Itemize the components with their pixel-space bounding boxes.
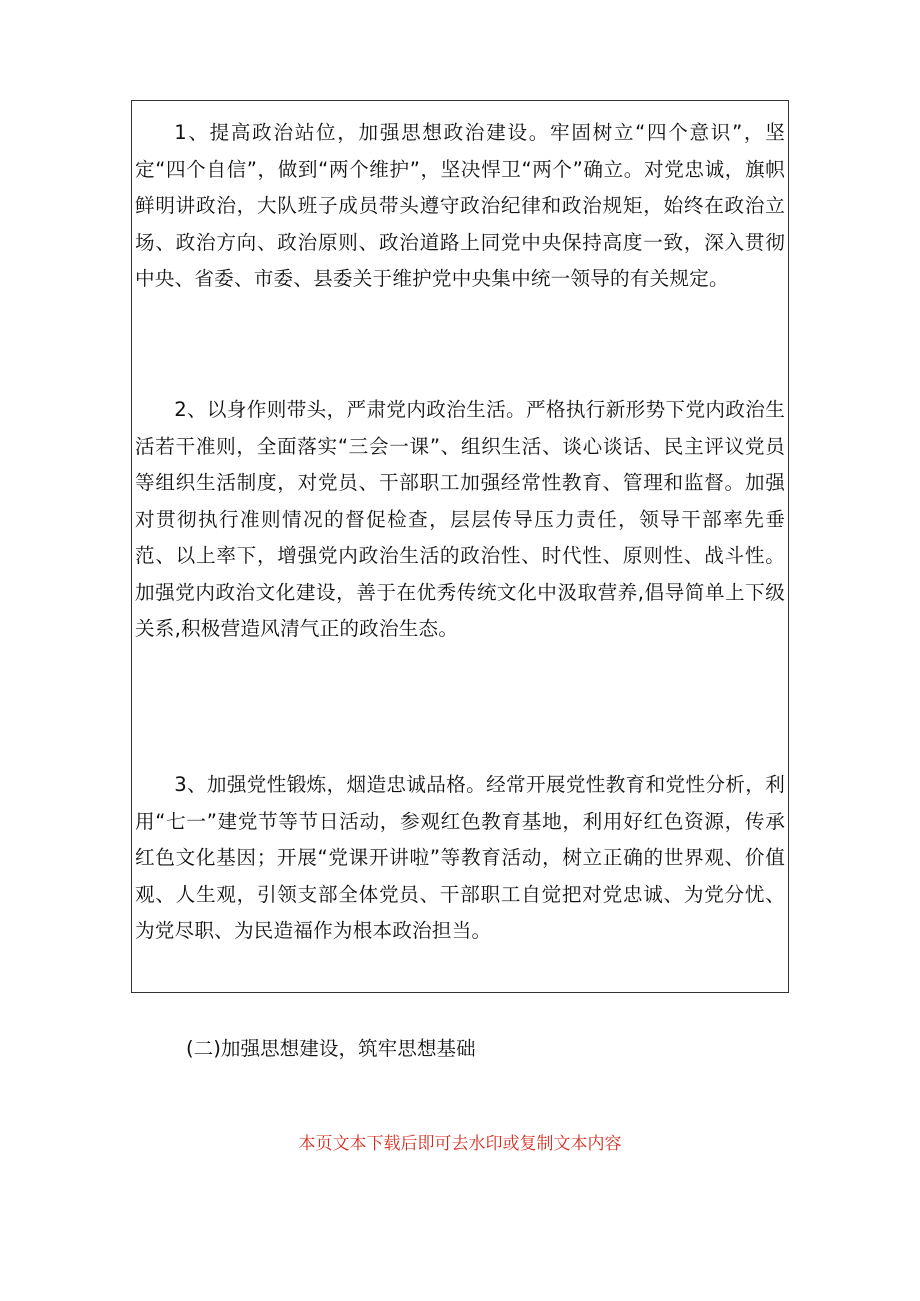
content-table-cell [131,100,789,993]
paragraph-3: 3、加强党性锻炼，烟造忠诚品格。经常开展党性教育和党性分析，利用“七一”建党节等节日活动，参观红色教育基地，利用好红色资源，传承红色文化基因；开展“党课开讲啦”等教育活动，树立正确的世界观、价值观、人生观，引领支部全体党员、干部职工自觉把对党忠诚、为党分忧、为党尽职、为民造福作为根本政治担当。 [135,773,785,942]
section-heading: (二)加强思想建设，筑牢思想基础 [186,1037,476,1060]
paragraph-2: 2、以身作则带头，严肃党内政治生活。严格执行新形势下党内政治生活若干准则，全面落实“三会一课”、组织生活、谈心谈话、民主评议党员等组织生活制度，对党员、干部职工加强经常性教育、管理和监督。加强对贯彻执行准则情况的督促检查，层层传导压力责任，领导干部率先垂范、以上率下，增强党内政治生活的政治性、时代性、原则性、战斗性。加强党内政治文化建设，善于在优秀传统文化中汲取营养,倡导简单上下级关系,积极营造风清气正的政治生态。 [135,398,785,640]
paragraph-1: 1、提高政治站位，加强思想政治建设。牢固树立“四个意识”，坚定“四个自信”，做到“两个维护”，坚决悍卫“两个”确立。对党忠诚，旗帜鲜明讲政治，大队班子成员带头遵守政治纪律和政治规矩，始终在政治立场、政治方向、政治原则、政治道路上同党中央保持高度一致，深入贯彻中央、省委、市委、县委关于维护党中央集中统一领导的有关规定。 [135,121,785,290]
watermark-notice: 本页文本下载后即可去水印或复制文本内容 [298,1134,622,1154]
